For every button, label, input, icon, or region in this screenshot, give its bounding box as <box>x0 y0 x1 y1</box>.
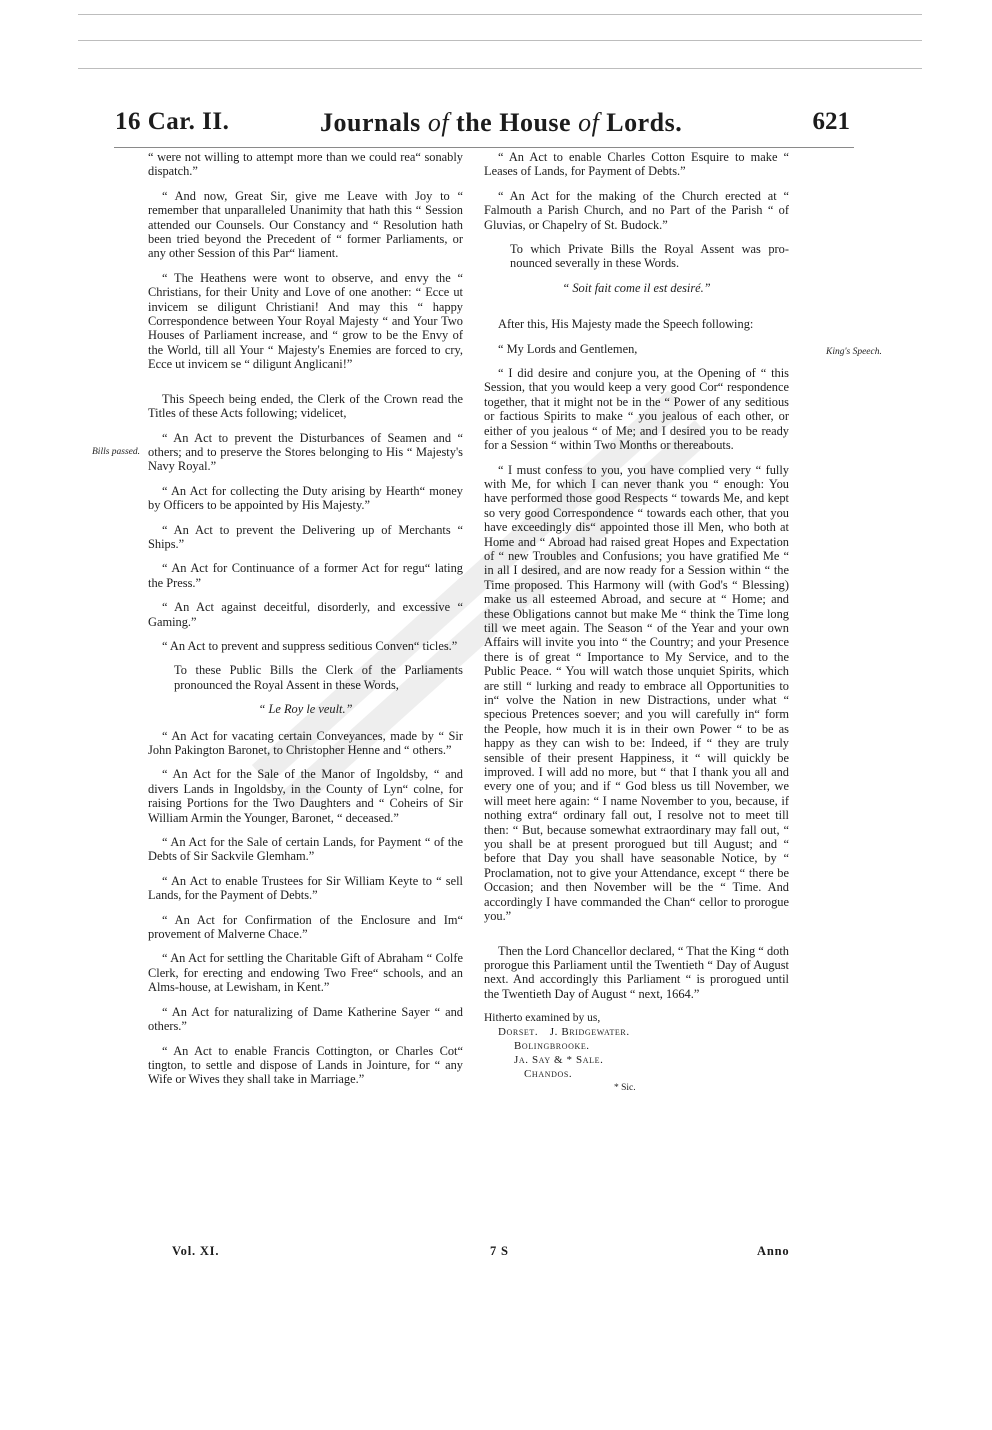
top-rule <box>78 14 922 15</box>
examiners-block <box>484 1011 789 1095</box>
bill-title: “ An Act for the Sale of certain Lands, for Payment “ of the Debts of Sir Sackvile Glemham.” <box>148 835 463 864</box>
catchword: Anno <box>757 1244 790 1258</box>
signature: J. Bridgewater. <box>549 1026 630 1039</box>
margin-note-speech: King's Speech. <box>826 347 882 357</box>
running-header <box>115 108 850 144</box>
bill-title: “ An Act to prevent the Delivering up of Merchants “ Ships.” <box>148 522 463 551</box>
bill-title: “ An Act for settling the Charitable Gift of Abraham “ Colfe Clerk, for erecting and endowing Two Free“ schools, and an Alms-house, at Lewisham, in Kent.” <box>148 951 463 995</box>
bill-title: “ An Act to enable Francis Cottington, or Charles Cot“ tington, to settle and dispose of Lands in Jointure, for “ any Wife or Wives they shall take in Marriage.” <box>148 1043 463 1087</box>
journal-title: Journals of the House of Lords. <box>320 108 683 137</box>
top-rule-3 <box>78 68 922 69</box>
bill-title: “ An Act to prevent the Disturbances of Seamen and “ others; and to preserve the Stores belonging to His “ Majesty's Navy Royal.” <box>148 430 463 474</box>
examined-line: Hitherto examined by us, <box>484 1012 601 1025</box>
bill-title: “ An Act for collecting the Duty arising by Hearth“ money by Officers to be appointed by His Majesty.” <box>148 483 463 513</box>
signature: Chandos. <box>524 1068 573 1081</box>
bill-title: “ An Act for Continuance of a former Act for regu“ lating the Press.” <box>148 561 463 590</box>
bill-title: “ An Act against deceitful, disorderly, and excessive “ Gaming.” <box>148 600 463 629</box>
royal-assent-formula: “ Le Roy le veult.” <box>258 702 353 717</box>
sic-note: * Sic. <box>614 1083 636 1094</box>
margin-note-bills: Bills passed. <box>92 447 141 457</box>
paragraph: To which Private Bills the Royal Assent was pronounced severally in these Words. <box>510 242 789 271</box>
signature-mark: 7 S <box>490 1244 509 1258</box>
signature: Dorset. <box>498 1026 539 1039</box>
bill-title: “ An Act to prevent and suppress seditious Conven“ ticles.” <box>162 638 458 653</box>
royal-assent-formula: “ Soit fait come il est desiré.” <box>562 280 711 295</box>
volume-label: Vol. XI. <box>172 1244 220 1258</box>
paragraph: “ were not willing to attempt more than we could rea“ sonably dispatch.” <box>148 150 463 179</box>
bill-title: “ An Act to enable Trustees for Sir William Keyte to “ sell Lands, for the Payment of Debts.” <box>148 873 463 903</box>
paragraph: Then the Lord Chancellor declared, “ That the King “ doth prorogue this Parliament until the Twentieth “ Day of August next. And accordingly this Parliament “ is prorogued until the Twentieth Day of August “ next, 1664.” <box>484 943 789 1001</box>
bill-title: “ An Act for the making of the Church erected at “ Falmouth a Parish Church, and no Part of the Parish “ of Gluvias, or Chapelry of St. Budock.” <box>484 188 789 232</box>
bill-title: “ An Act to enable Charles Cotton Esquire to make “ Leases of Lands, for Payment of Debts.” <box>484 150 789 179</box>
left-column <box>148 150 463 1097</box>
paragraph: After this, His Majesty made the Speech following: <box>498 317 754 332</box>
paragraph: This Speech being ended, the Clerk of the Crown read the Titles of these Acts following; videlicet, <box>148 391 463 421</box>
bill-title: “ An Act for vacating certain Conveyances, made by “ Sir John Pakington Baronet, to Christopher Henne and “ others.” <box>148 728 463 757</box>
speech-paragraph: “ I must confess to you, you have complied very “ fully with Me, for which I can never thank you “ enough: You have performed those good Respects “ towards Me, and kept so very good Correspondence “ towards each other, that you have exceedingly dis“ appointed those ill Men, who both at Home and “ Abroad had raised great Hopes and Expectation of “ new Troubles and Confusions; you have gratified Me “ in all I desired, and are now ready for a Session within “ the Time proposed. This Harmony will (with God's “ Blessing) make us all esteemed Abroad, and secure at “ Home; and these Obligations cannot but make Me “ think the Time long till we meet again. The Season “ of the Year and your own Affairs will invite you into “ the Country; and your Presence there is of great “ Importance to My Service, and to the Public Peace. “ You will watch those unquiet Spirits, which are still “ lurking and ready to embrace all Opportunities to in“ volve the Nation in new Distractions, under what “ specious Pretences soever; and you will carefully in“ form the People, how much it is in their own Power “ to be as happy as they can wish to be: Indeed, if “ they are truly sensible of their present Happiness, it “ will quickly be improved. I will add no more, but “ that I thank you all and every one of you; and if “ God bless us till November, we will meet here again: “ I name November to you, because, if nothing extra“ ordinary fall out, I resolve not to meet till then: “ But, because somewhat extraordinary may fall out, “ you shall be at present prorogued but till August; and “ before that Day you shall have seasonable Notice, by “ Proclamation, not to give your Attendance, except “ there be Occasion; and then November will be the “ Time. And accordingly I have commanded the Chan“ cellor to prorogue you.” <box>484 462 789 924</box>
regnal-year: 16 Car. II. <box>115 108 230 135</box>
page-number: 621 <box>812 108 850 135</box>
signature: Ja. Say & * Sale. <box>514 1054 604 1067</box>
signature: Bolingbrooke. <box>514 1040 590 1053</box>
bill-title: “ An Act for naturalizing of Dame Katherine Sayer “ and others.” <box>148 1004 463 1034</box>
paragraph: “ The Heathens were wont to observe, and envy the “ Christians, for their Unity and Love of one another: “ Ecce ut invicem se diligunt Christiani! And may this “ happy Correspondence between Your Royal Majesty “ and Your Two Houses of Parliament increase, and “ grow to be the Envy of the World, till all Your “ Majesty's Enemies are forced to cry, Ecce ut invicem se “ diligunt Anglicani!” <box>148 270 463 372</box>
paragraph: “ And now, Great Sir, give me Leave with Joy to “ remember that unparalleled Unanimity that hath this “ Session attended our Counsels. Our Constancy and “ Resolution hath been tried beyond the Precedent of “ former Parliaments, or any other Session of this Par“ liament. <box>148 188 463 261</box>
bill-title: “ An Act for Confirmation of the Enclosure and Im“ provement of Malverne Chace.” <box>148 912 463 942</box>
speech-salutation: “ My Lords and Gentlemen, <box>498 341 638 356</box>
right-column <box>484 150 789 1095</box>
bill-title: “ An Act for the Sale of the Manor of Ingoldsby, “ and divers Lands in Ingoldsby, in the County of Lyn“ colne, for raising Portions for the Two Daughters and “ Coheirs of Sir William Armin the Younger, Baronet, “ deceased.” <box>148 767 463 825</box>
speech-paragraph: “ I did desire and conjure you, at the Opening of “ this Session, that you would keep a very good Cor“ respondence together, that it might not be in the “ Power of any seditious or factious Spirits to make “ you jealous of each other, or either of you jealous “ of Me; and I desired you to be ready for a Session “ within Two Months or thereabouts. <box>484 366 789 453</box>
top-rule-2 <box>78 40 922 41</box>
paragraph: To these Public Bills the Clerk of the Parliaments pronounced the Royal Assent in these Words, <box>174 663 463 692</box>
header-rule <box>114 147 854 148</box>
